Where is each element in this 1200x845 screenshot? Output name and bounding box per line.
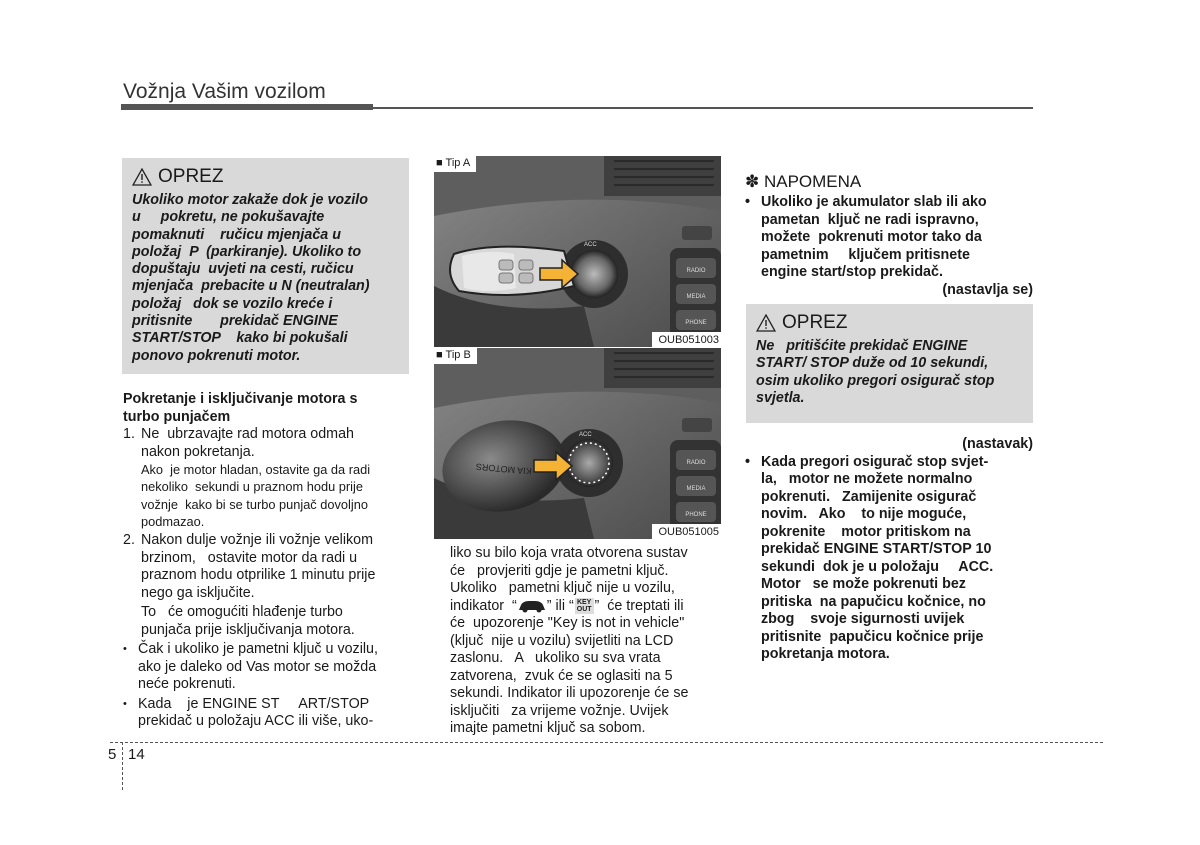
bullet-line: pokrenite motor pritiskom na: [761, 523, 971, 540]
heading-line: Pokretanje i isključivanje motora s: [123, 391, 358, 407]
item-line: praznom hodu otprilike 1 minutu prije: [141, 567, 376, 584]
media-button-label: MEDIA: [686, 486, 706, 492]
napomena-section: [745, 172, 1035, 299]
figure-tag: ■ Tip A: [434, 156, 476, 172]
text-span: ” ili “: [546, 597, 574, 614]
item-line: nego ga isključite.: [141, 584, 255, 601]
figure-tip-a: [434, 156, 721, 347]
caution-line: START/STOP kako bi pokušali: [132, 330, 348, 347]
caution-title-text: OPREZ: [782, 312, 848, 333]
key-out-text: OUT: [576, 606, 592, 614]
bullet-mark: •: [745, 194, 751, 210]
item-2-note: [123, 604, 423, 639]
item-1-note: [123, 461, 423, 530]
caution-title: [132, 166, 409, 188]
key-fob-logo-text: KIA MOTORS: [475, 461, 532, 477]
caution-line: položaj P (parkiranje). Ukoliko to: [132, 243, 362, 260]
bullet-item: [123, 641, 423, 694]
heading-line: turbo punjačem: [123, 408, 231, 425]
turbo-section: [123, 391, 423, 731]
bullet-line: sekundi dok je u položaju ACC.: [761, 558, 994, 575]
bullet-line: pritiska na papučicu kočnice, no: [761, 593, 986, 610]
caution-line: Ne pritišćite prekidač ENGINE: [756, 338, 968, 354]
note-line: podmazao.: [141, 513, 205, 529]
bullet-line: ako je daleko od Vas motor se možda: [138, 658, 377, 675]
car-key-indicator-icon: [517, 599, 547, 613]
page-number: 14: [128, 746, 145, 763]
text-line: isključiti za vrijeme vožnje. Uvijek: [450, 702, 669, 719]
middle-text-block: [450, 545, 740, 738]
caution-line: mjenjača prebacite u N (neutralan): [132, 278, 370, 295]
header-rule-thick: [121, 104, 373, 110]
caution-body: [756, 338, 1033, 407]
bullet-line: neće pokrenuti.: [138, 676, 236, 693]
bullet-mark: •: [123, 643, 127, 656]
bullet-line: pokretanja motora.: [761, 646, 890, 662]
caution-line: pomaknuti ručicu mjenjača u: [132, 226, 341, 243]
warning-triangle-icon: [756, 314, 776, 332]
warning-triangle-icon: [132, 168, 152, 186]
caution-line: START/ STOP duže od 10 sekundi,: [756, 355, 989, 372]
figure-tag-text: Tip B: [445, 349, 471, 361]
caution-line: svjetla.: [756, 389, 805, 406]
section-number: 5: [108, 746, 117, 763]
caution-line: u pokretu, ne pokušavajte: [132, 209, 325, 226]
radio-button-label: RADIO: [686, 268, 706, 274]
bullet-mark: •: [123, 697, 127, 710]
section-heading: [123, 391, 423, 426]
caution-box-right: [746, 304, 1033, 423]
bullet-line: engine start/stop prekidač.: [761, 264, 943, 280]
media-button-label: MEDIA: [686, 294, 706, 300]
caution-line: dopuštaju uvjeti na cesti, ručicu: [132, 261, 354, 278]
figure-tag-text: Tip A: [445, 157, 471, 169]
key-out-text: KEY: [576, 599, 592, 607]
item-line: nakon pokretanja.: [141, 443, 255, 460]
text-line: sekundi. Indikator ili upozorenje će se: [450, 685, 689, 701]
text-line: će provjeriti gdje je pametni ključ.: [450, 562, 669, 579]
phone-button-label: PHONE: [685, 320, 707, 326]
indicator-line: [450, 598, 740, 616]
bullet-line: zbog svoje sigurnosti uvijek: [761, 611, 965, 627]
note-line: Ako je motor hladan, ostavite ga da radi: [141, 462, 371, 477]
footer-divider: [122, 742, 123, 790]
bullet-item: [745, 454, 1035, 664]
bullet-line: Motor se može pokrenuti bez: [761, 576, 966, 592]
text-line: liko su bilo koja vrata otvorena sustav: [450, 545, 688, 561]
caution-box-left: [122, 158, 409, 374]
item-line: Ne ubrzavajte rad motora odmah: [141, 426, 354, 442]
bullet-mark: •: [745, 453, 751, 470]
bullet-line: pritisnite papučicu kočnice prije: [761, 628, 984, 645]
text-line: će upozorenje "Key is not in vehicle": [450, 615, 685, 631]
bullet-line: prekidač ENGINE START/STOP 10: [761, 541, 992, 557]
text-span: ” će treptati ili: [594, 597, 684, 614]
page-header-title: Vožnja Vašim vozilom: [123, 80, 326, 103]
acc-label: ACC: [584, 242, 597, 248]
bullet-line: Kada je ENGINE ST ART/STOP: [138, 695, 370, 712]
caution-line: položaj dok se vozilo kreće i: [132, 295, 333, 312]
bullet-line: pokrenuti. Zamijenite osigurač: [761, 488, 977, 505]
radio-button-label: RADIO: [686, 460, 706, 466]
figure-tag: ■ Tip B: [434, 348, 477, 364]
caution-line: osim ukoliko pregori osigurač stop: [756, 372, 995, 389]
bullet-line: novim. Ako to nije moguće,: [761, 506, 967, 522]
item-line: brzinom, ostavite motor da radi u: [141, 549, 358, 566]
acc-label: ACC: [579, 432, 592, 438]
bullet-item: [745, 194, 1035, 282]
continued-label: (nastavak): [962, 436, 1033, 452]
text-line: zaslonu. A ukoliko su sva vrata: [450, 650, 661, 666]
note-line: vožnje kako bi se turbo punjač dovoljno: [141, 496, 368, 512]
text-line: (ključ nije u vozilu) svijetliti na LCD: [450, 632, 674, 649]
bullet-line: Kada pregori osigurač stop svjet-: [761, 453, 989, 470]
header-rule-thin: [373, 107, 1033, 109]
bullet-line: Čak i ukoliko je pametni ključ u vozilu,: [138, 641, 378, 658]
caution-body: [132, 192, 409, 365]
bullet-line: pametnim ključem pritisnete: [761, 246, 970, 263]
note-line: nekoliko sekundi u praznom hodu prije: [141, 479, 363, 495]
footer-rule: [110, 742, 1103, 743]
numbered-item-1: [123, 426, 423, 461]
bullet-line: možete pokrenuti motor tako da: [761, 229, 982, 245]
engine-start-button-photo-a: [434, 156, 721, 347]
caution-line: Ukoliko motor zakaže dok je vozilo: [132, 192, 368, 208]
text-span: indikator “: [450, 597, 517, 614]
note-line: To će omogućiti hlađenje turbo: [141, 604, 343, 621]
bullet-line: la, motor ne možete normalno: [761, 471, 973, 487]
engine-start-button-photo-b: [434, 348, 721, 539]
bullet-line: pametan ključ ne radi ispravno,: [761, 211, 979, 228]
caution-title: [756, 312, 1033, 334]
phone-button-label: PHONE: [685, 512, 707, 518]
key-out-indicator-icon: [575, 598, 594, 614]
note-line: punjača prije isključivanja motora.: [141, 621, 355, 638]
text-line: Ukoliko pametni ključ nije u vozilu,: [450, 580, 675, 596]
item-line: Nakon dulje vožnje ili vožnje velikom: [141, 532, 374, 549]
caution-line: ponovo pokrenuti motor.: [132, 347, 301, 364]
bullet-line: prekidač u položaju ACC ili više, uko-: [138, 713, 374, 730]
nastavak-section: [745, 436, 1035, 664]
item-number: 1.: [123, 426, 135, 442]
item-number: 2.: [123, 532, 135, 549]
figure-tip-b: [434, 348, 721, 539]
napomena-title: ✽ NAPOMENA: [745, 172, 862, 191]
bullet-item: [123, 696, 423, 731]
numbered-item-2: [123, 532, 423, 602]
caution-title-text: OPREZ: [158, 166, 224, 187]
figure-code: OUB051005: [652, 524, 721, 539]
caution-line: pritisnite prekidač ENGINE: [132, 313, 338, 330]
continued-label: (nastavlja se): [942, 281, 1033, 298]
figure-code: OUB051003: [652, 332, 721, 347]
text-line: imajte pametni ključ sa sobom.: [450, 720, 646, 736]
text-line: zatvorena, zvuk će se oglasiti na 5: [450, 667, 673, 684]
bullet-line: Ukoliko je akumulator slab ili ako: [761, 194, 987, 210]
